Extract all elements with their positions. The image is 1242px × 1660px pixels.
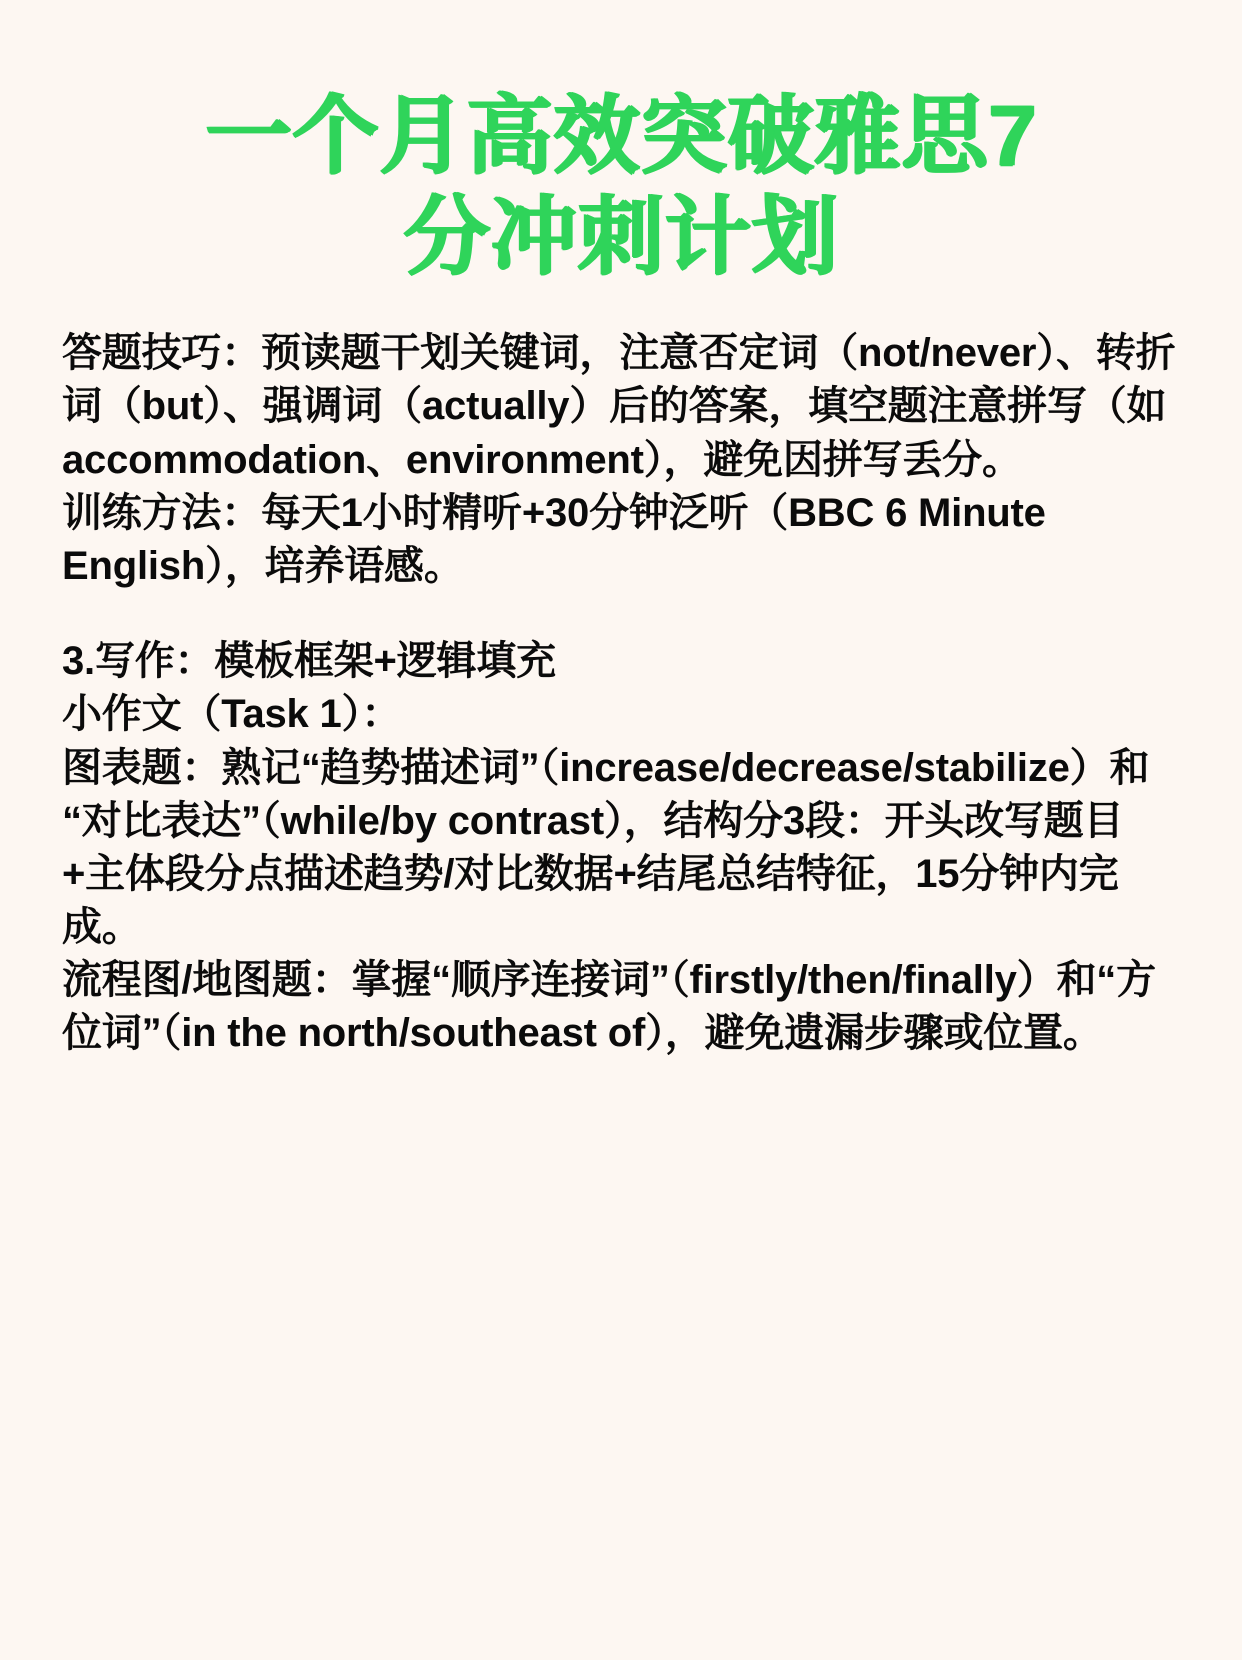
paragraph-chart-question: 图表题：熟记“趋势描述词”（increase/decrease/stabilize）和“对比表达”（while/by contrast），结构分3段：开头改写题目+主体段分点描述趋势/对比数据+结尾总结特征，15分钟内完成。 [62, 745, 1150, 950]
section-spacer [62, 593, 1180, 635]
note-body [0, 287, 1242, 1060]
title-line-2: 分冲刺计划 [403, 188, 839, 285]
section-listening-tips [62, 327, 1180, 593]
page-title [0, 0, 1242, 287]
paragraph-process-map-question: 流程图/地图题：掌握“顺序连接词”（firstly/then/finally）和“方位词”（in the north/southeast of），避免遗漏步骤或位置。 [62, 958, 1156, 1056]
paragraph-task1-heading: 小作文（Task 1）： [62, 692, 402, 737]
section-writing [62, 635, 1180, 1061]
paragraph-training-method: 训练方法：每天1小时精听+30分钟泛听（BBC 6 Minute English），培养语感。 [62, 490, 1046, 588]
paragraph-writing-heading: 3.写作：模板框架+逻辑填充 [62, 639, 556, 684]
paragraph-answer-technique: 答题技巧：预读题干划关键词，注意否定词（not/never）、转折词（but）、强调词（actually）后的答案，填空题注意拼写（如accommodation、environment），避免因拼写丢分。 [62, 331, 1176, 482]
title-line-1: 一个月高效突破雅思7 [205, 88, 1037, 184]
